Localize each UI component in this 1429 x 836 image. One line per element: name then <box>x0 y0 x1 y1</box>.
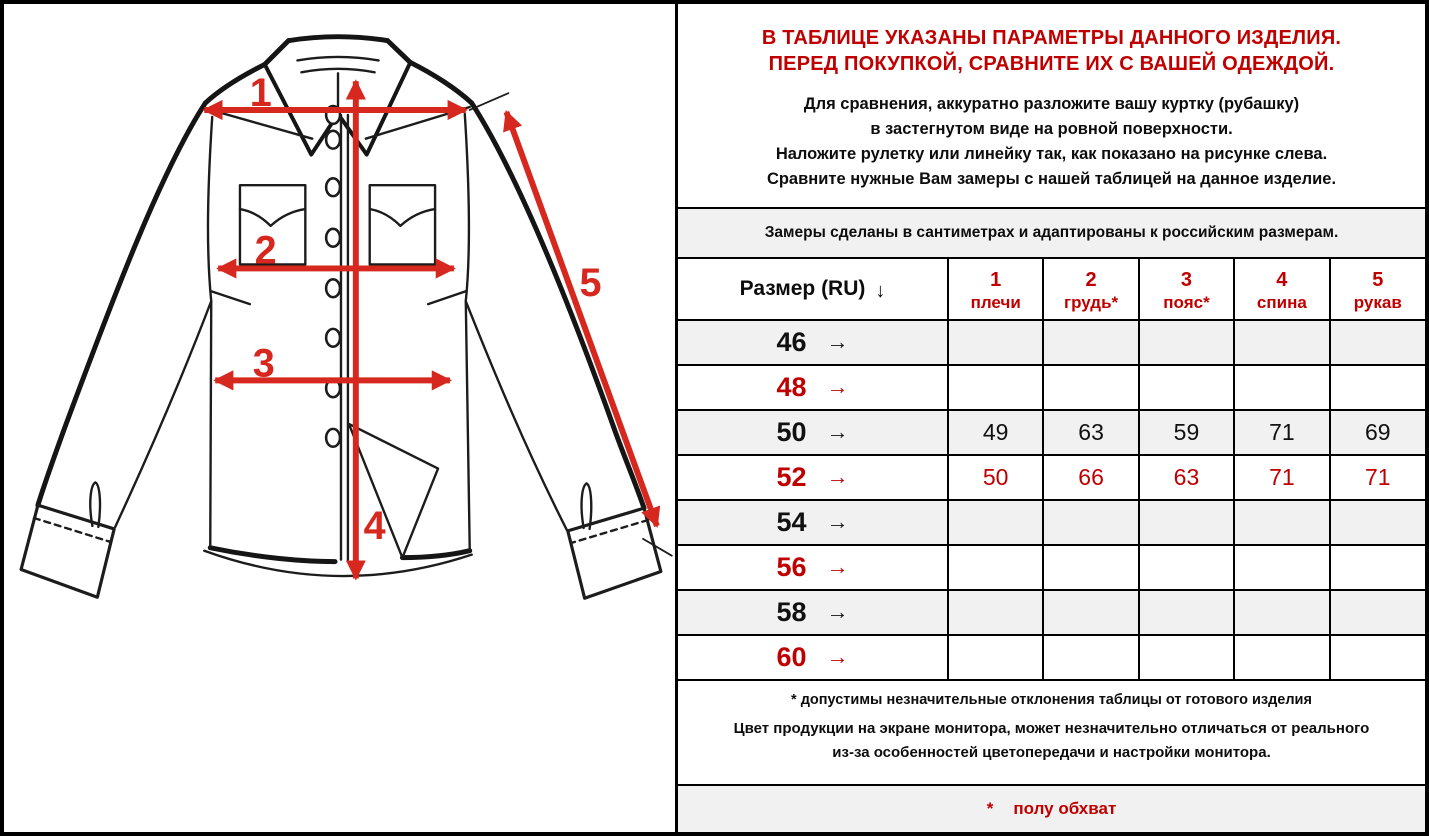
measure-label-5: 5 <box>579 261 602 306</box>
cuff-loop-right <box>582 483 592 529</box>
intro-section <box>678 4 1425 207</box>
value-cell <box>1139 590 1234 635</box>
value-cell <box>1043 635 1138 680</box>
table-header-row <box>678 259 1425 320</box>
cuff-loop-left <box>90 482 100 527</box>
right-arrow-icon: → <box>826 329 849 354</box>
value-cell <box>1043 320 1138 365</box>
value-cell <box>1043 545 1138 590</box>
value-cell <box>948 500 1043 545</box>
info-panel <box>678 4 1425 832</box>
body-side-right <box>465 114 470 551</box>
measure-arrow-5 <box>506 112 657 526</box>
half-girth-footnote-bar <box>678 786 1425 832</box>
table-row-46 <box>678 320 1425 365</box>
measure-arrows <box>204 81 657 578</box>
size-cell: 50 → <box>678 410 948 455</box>
value-cell: 49 <box>948 410 1043 455</box>
value-cell <box>1330 500 1425 545</box>
collar-band-line <box>301 69 374 72</box>
units-note-band <box>678 207 1425 259</box>
size-cell: 58 → <box>678 590 948 635</box>
buttons <box>326 106 340 447</box>
value-cell: 71 <box>1234 455 1329 500</box>
extension-line-shoulder <box>470 93 509 110</box>
table-row-58 <box>678 590 1425 635</box>
value-cell <box>1139 545 1234 590</box>
column-header-back: 4 спина <box>1234 259 1329 320</box>
instructions <box>678 92 1425 192</box>
value-cell: 69 <box>1330 410 1425 455</box>
collar-band-line <box>297 57 378 60</box>
page-title <box>678 25 1425 77</box>
table-row-56 <box>678 545 1425 590</box>
right-arrow-icon: → <box>826 554 849 579</box>
value-cell: 63 <box>1043 410 1138 455</box>
size-cell: 54 → <box>678 500 948 545</box>
value-cell: 59 <box>1139 410 1234 455</box>
size-cell: 46 → <box>678 320 948 365</box>
size-cell: 60 → <box>678 635 948 680</box>
value-cell: 71 <box>1330 455 1425 500</box>
right-arrow-icon: → <box>826 419 849 444</box>
value-cell <box>1234 590 1329 635</box>
size-cell: 56 → <box>678 545 948 590</box>
value-cell <box>948 365 1043 410</box>
value-cell <box>1043 365 1138 410</box>
value-cell: 66 <box>1043 455 1138 500</box>
value-cell <box>948 590 1043 635</box>
value-cell: 63 <box>1139 455 1234 500</box>
title-line: ПЕРЕД ПОКУПКОЙ, СРАВНИТЕ ИХ С ВАШЕЙ ОДЕЖДОЙ. <box>768 53 1335 75</box>
right-arrow-icon: → <box>826 644 849 669</box>
body-side-left <box>208 117 212 548</box>
value-cell <box>1330 590 1425 635</box>
value-cell <box>1234 500 1329 545</box>
instruction-line: Наложите рулетку или линейку так, как показано на рисунке слева. <box>775 145 1328 163</box>
half-girth-label: полу обхват <box>1013 799 1117 818</box>
instruction-line: Сравните нужные Вам замеры с нашей таблицей на данное изделие. <box>766 170 1337 188</box>
value-cell <box>948 320 1043 365</box>
value-cell <box>1139 635 1234 680</box>
right-arrow-icon: → <box>826 599 849 624</box>
shirt-diagram <box>4 4 675 832</box>
instruction-line: Для сравнения, аккуратно разложите вашу куртку (рубашку) <box>803 95 1300 113</box>
measure-label-4: 4 <box>363 503 386 548</box>
table-row-52 <box>678 455 1425 500</box>
right-arrow-icon: → <box>826 374 849 399</box>
column-header-shoulders: 1 плечи <box>948 259 1043 320</box>
table-row-60 <box>678 635 1425 680</box>
hem-corner-flap <box>349 424 438 558</box>
sleeve-inner-left <box>115 301 211 527</box>
value-cell: 50 <box>948 455 1043 500</box>
deviation-note: * допустимы незначительные отклонения таблицы от готового изделия <box>791 692 1312 708</box>
value-cell <box>1234 320 1329 365</box>
value-cell <box>1330 635 1425 680</box>
value-cell <box>1139 365 1234 410</box>
table-row-54 <box>678 500 1425 545</box>
value-cell <box>1234 365 1329 410</box>
sleeve-inner-right <box>466 301 567 530</box>
value-cell <box>1234 545 1329 590</box>
value-cell <box>1234 635 1329 680</box>
value-cell <box>1139 320 1234 365</box>
title-line: В ТАБЛИЦЕ УКАЗАНЫ ПАРАМЕТРЫ ДАННОГО ИЗДЕЛИЯ. <box>761 27 1342 49</box>
size-cell: 52 → <box>678 455 948 500</box>
table-row-48 <box>678 365 1425 410</box>
value-cell <box>1043 500 1138 545</box>
value-cell <box>1330 320 1425 365</box>
column-header-chest: 2 грудь* <box>1043 259 1138 320</box>
value-cell <box>1330 545 1425 590</box>
column-header-sleeve: 5 рукав <box>1330 259 1425 320</box>
measure-label-2: 2 <box>254 228 277 273</box>
pocket-flap-right <box>370 209 435 226</box>
color-note: Цвет продукции на экране монитора, может незначительно отличаться от реального из-за особенностей цветопередачи и настройки монитора. <box>733 720 1370 761</box>
measure-labels <box>250 71 602 548</box>
value-cell <box>1139 500 1234 545</box>
value-cell <box>948 635 1043 680</box>
size-header-label: Размер (RU) <box>739 277 866 300</box>
column-header-waist: 3 пояс* <box>1139 259 1234 320</box>
right-arrow-icon: → <box>826 464 849 489</box>
table-row-50 <box>678 410 1425 455</box>
value-cell <box>1043 590 1138 635</box>
down-arrow-icon: ↓ <box>875 280 886 302</box>
asterisk-mark: * <box>986 799 994 818</box>
instruction-line: в застегнутом виде на ровной поверхности. <box>870 120 1233 138</box>
footnotes-section <box>678 681 1425 786</box>
size-table <box>678 259 1425 681</box>
right-arrow-icon: → <box>826 509 849 534</box>
measure-label-3: 3 <box>252 341 275 386</box>
measure-label-1: 1 <box>249 71 272 116</box>
value-cell: 71 <box>1234 410 1329 455</box>
value-cell <box>948 545 1043 590</box>
size-cell: 48 → <box>678 365 948 410</box>
size-column-header <box>678 259 948 320</box>
pocket-flap-left <box>240 209 305 226</box>
units-note: Замеры сделаны в сантиметрах и адаптированы к российским размерам. <box>764 224 1339 241</box>
value-cell <box>1330 365 1425 410</box>
diagram-panel <box>4 4 675 832</box>
